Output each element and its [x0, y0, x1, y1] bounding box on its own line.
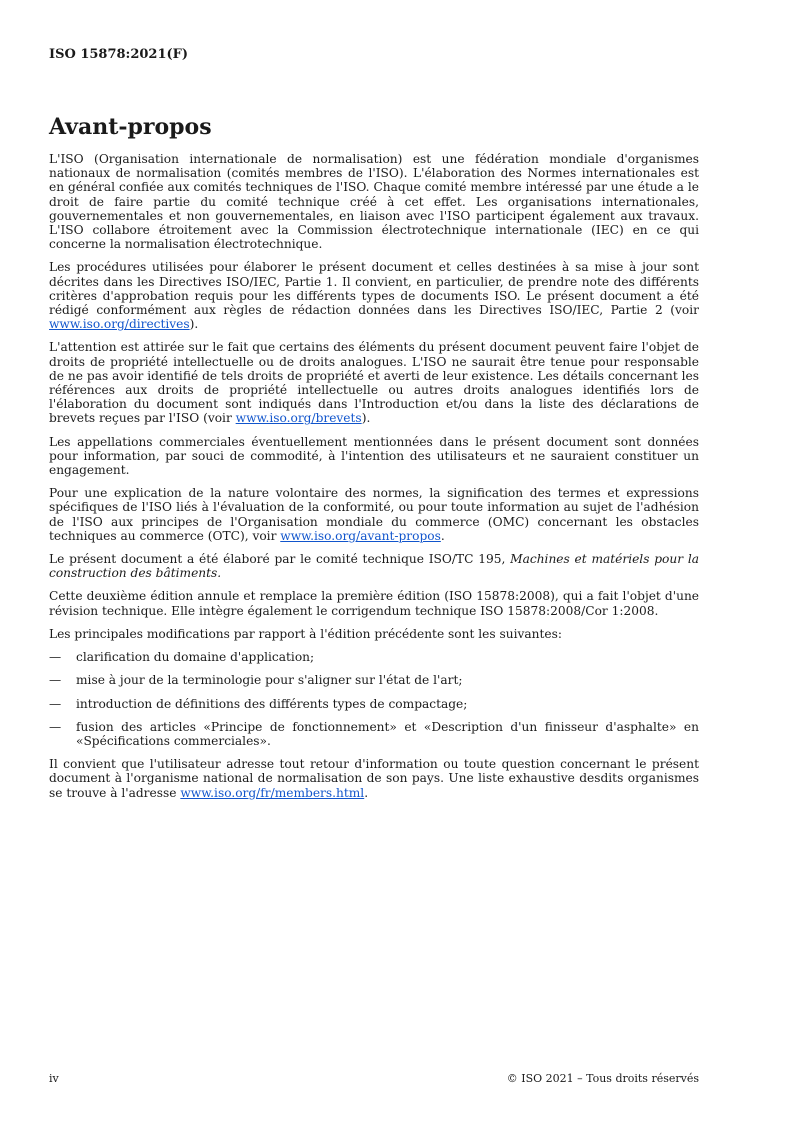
- paragraph-voluntary-nature: Pour une explication de la nature volontaire des normes, la signification des termes et expressions spécifiques de l'ISO liés à l'évaluation de la conformité, ou pour toute information au sujet de l'adhésion de l'ISO aux principes de l'Organisation mondiale du commerce (OMC) concernant les obstacles techniques au commerce (OTC), voir www.iso.org/avant-propos.: [49, 486, 699, 543]
- paragraph-committee: Le présent document a été élaboré par le comité technique ISO/TC 195, Machines et matériels pour la construction des bâtiments.: [49, 552, 699, 581]
- patents-link[interactable]: www.iso.org/brevets: [235, 411, 362, 426]
- list-item: [49, 697, 699, 711]
- paragraph-iso-intro: L'ISO (Organisation internationale de normalisation) est une fédération mondiale d'organismes nationaux de normalisation (comités membres de l'ISO). L'élaboration des Normes internationales est en général confiée aux comités techniques de l'ISO. Chaque comité membre intéressé par une étude a le droit de faire partie du comité technique créé à cet effet. Les organisations internationales, gouvernementales et non gouvernementales, en liaison avec l'ISO participent également aux travaux. L'ISO collabore étroitement avec la Commission électrotechnique internationale (IEC) en ce qui concerne la normalisation électrotechnique.: [49, 152, 699, 252]
- paragraph-trade-names: Les appellations commerciales éventuellement mentionnées dans le présent document sont données pour information, par souci de commodité, à l'intention des utilisateurs et ne sauraient constituer un engagement.: [49, 434, 699, 478]
- paragraph-edition: Cette deuxième édition annule et remplace la première édition (ISO 15878:2008), qui a fait l'objet d'une révision technique. Elle intègre également le corrigendum technique ISO 15878:2008/Cor 1:2008.: [49, 589, 699, 618]
- paragraph-changes-intro: Les principales modifications par rapport à l'édition précédente sont les suivantes:: [49, 626, 562, 641]
- committee-title: Machines et matériels pour la construction des bâtiments.: [49, 552, 699, 581]
- list-item-text: clarification du domaine d'application;: [76, 650, 315, 665]
- foreword-body: [49, 152, 699, 809]
- list-item-text: fusion des articles «Principe de fonctionnement» et «Description d'un finisseur d'asphalte» en «Spécifications commerciales».: [76, 719, 699, 748]
- document-id: ISO 15878:2021(F): [49, 47, 189, 62]
- dash-marker: —: [49, 719, 62, 734]
- paragraph-feedback: Il convient que l'utilisateur adresse tout retour d'information ou toute question concernant le présent document à l'organisme national de normalisation de son pays. Une liste exhaustive desdits organismes se trouve à l'adresse www.iso.org/fr/members.html.: [49, 757, 699, 800]
- page-title: Avant-propos: [49, 114, 212, 140]
- list-item: [49, 720, 699, 748]
- document-page: [49, 0, 699, 1122]
- copyright-notice: © ISO 2021 – Tous droits réservés: [506, 1072, 699, 1085]
- page-number: iv: [49, 1072, 59, 1085]
- members-link[interactable]: www.iso.org/fr/members.html: [180, 785, 365, 800]
- directives-link[interactable]: www.iso.org/directives: [49, 317, 190, 332]
- dash-marker: —: [49, 650, 62, 665]
- dash-marker: —: [49, 673, 62, 688]
- dash-marker: —: [49, 696, 62, 711]
- foreword-link[interactable]: www.iso.org/avant-propos: [280, 528, 441, 543]
- list-item: [49, 650, 699, 664]
- paragraph-procedures: Les procédures utilisées pour élaborer le présent document et celles destinées à sa mise à jour sont décrites dans les Directives ISO/IEC, Partie 1. Il convient, en particulier, de prendre note des différents critères d'approbation requis pour les différents types de documents ISO. Le présent document a été rédigé conformément aux règles de rédaction données dans les Directives ISO/IEC, Partie 2 (voir www.iso.org/directives).: [49, 260, 699, 332]
- list-item-text: mise à jour de la terminologie pour s'aligner sur l'état de l'art;: [76, 673, 463, 688]
- list-item-text: introduction de définitions des différents types de compactage;: [76, 696, 468, 711]
- paragraph-patents: L'attention est attirée sur le fait que certains des éléments du présent document peuvent faire l'objet de droits de propriété intellectuelle ou de droits analogues. L'ISO ne saurait être tenue pour responsable de ne pas avoir identifié de tels droits de propriété et averti de leur existence. Les détails concernant les références aux droits de propriété intellectuelle ou autres droits analogues identifiés lors de l'élaboration du document sont indiqués dans l'Introduction et/ou dans la liste des déclarations de brevets reçues par l'ISO (voir www.iso.org/brevets).: [49, 340, 699, 426]
- list-item: [49, 673, 699, 687]
